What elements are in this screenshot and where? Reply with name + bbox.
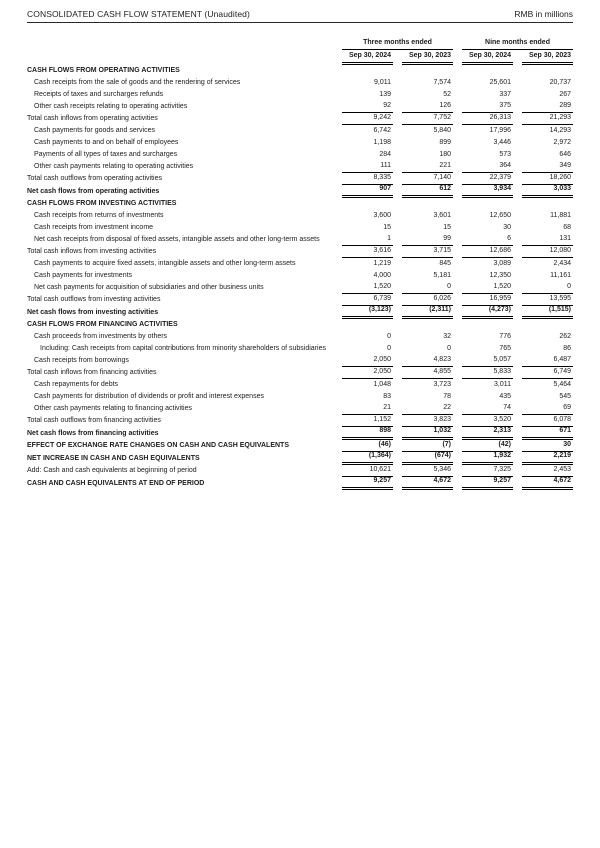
row-label: Net cash flows from investing activities [27, 309, 159, 316]
cell-value: 21,293 [522, 114, 573, 125]
document-header [27, 9, 573, 23]
cell-value: 11,161 [550, 272, 572, 279]
cell-value: 1,048 [373, 381, 391, 388]
table-row [27, 452, 573, 465]
row-label: Net cash flows from financing activities [27, 430, 159, 437]
table-row [27, 294, 573, 306]
section-header: CASH FLOWS FROM FINANCING ACTIVITIES [27, 321, 178, 328]
row-label: Total cash outflows from financing activities [27, 417, 161, 424]
cell-value: 1,520 [342, 283, 393, 294]
cell-value: 92 [342, 102, 393, 113]
cell-value: 2,453 [522, 466, 573, 477]
cell-value: 30 [503, 224, 511, 231]
cell-value: 7,752 [402, 114, 453, 125]
cell-value: 18,260 [522, 174, 573, 185]
cell-value: 22,379 [462, 174, 513, 185]
cell-value: 180 [439, 151, 451, 158]
cell-value: 4,823 [402, 356, 453, 367]
cell-value: 1 [342, 235, 393, 246]
column-header-date: Sep 30, 2024 [462, 50, 513, 65]
table-row [27, 367, 573, 379]
row-label: Cash repayments for debts [34, 381, 119, 388]
table-row [27, 210, 573, 222]
table-row [27, 306, 573, 319]
row-label: Total cash inflows from operating activities [27, 115, 158, 122]
cell-value: 3,823 [402, 416, 453, 427]
cell-value: 375 [462, 102, 513, 113]
row-label: Cash payments to and on behalf of employees [34, 139, 179, 146]
table-row [27, 65, 573, 77]
cell-value: 6,739 [342, 295, 393, 306]
cell-value: 1,219 [373, 260, 391, 267]
cell-value: 221 [402, 162, 453, 173]
cell-value: (674) [402, 452, 453, 465]
table-row [27, 391, 573, 403]
cell-value: 14,293 [549, 127, 572, 134]
cell-value: 349 [522, 162, 573, 173]
table-row [27, 77, 573, 89]
cell-value: 6,078 [522, 416, 573, 427]
statement-body [27, 65, 573, 490]
cell-value: 2,219 [522, 452, 573, 465]
cell-value: 9,257 [342, 477, 393, 490]
cell-value: 3,446 [493, 139, 511, 146]
row-label: Cash payments for distribution of dividends or profit and interest expenses [34, 393, 264, 400]
cell-value: 612 [402, 185, 453, 198]
table-row [27, 282, 573, 294]
cell-value: 671 [522, 427, 573, 440]
row-label: Total cash outflows from investing activities [27, 296, 161, 303]
cell-value: 9,011 [374, 79, 391, 86]
row-label: Add: Cash and cash equivalents at beginning of period [27, 467, 197, 474]
row-label: Cash receipts from returns of investments [34, 212, 164, 219]
cell-value: 7,574 [433, 79, 451, 86]
cell-value: 9,242 [342, 114, 393, 125]
cell-value: 2,050 [342, 356, 393, 367]
cell-value: 765 [499, 345, 511, 352]
cell-value: 2,313 [462, 427, 513, 440]
cell-value: 0 [522, 283, 573, 294]
cell-value: 899 [439, 139, 451, 146]
cell-value: 3,033 [522, 185, 573, 198]
cell-value: 0 [402, 283, 453, 294]
cell-value: 126 [402, 102, 453, 113]
cell-value: (46) [342, 441, 393, 452]
row-label: Cash receipts from borrowings [34, 357, 129, 364]
cell-value: (3,123) [342, 306, 393, 319]
cell-value: 2,050 [342, 368, 393, 379]
cell-value: 3,715 [402, 247, 453, 258]
cell-value: 1,032 [402, 427, 453, 440]
table-row [27, 125, 573, 137]
table-row [27, 270, 573, 282]
cell-value: 3,011 [494, 381, 511, 388]
table-row [27, 379, 573, 391]
row-label: Receipts of taxes and surcharges refunds [34, 91, 164, 98]
row-label: CASH AND CASH EQUIVALENTS AT END OF PERIOD [27, 480, 205, 487]
currency-unit-label: RMB in millions [514, 9, 573, 19]
table-row [27, 477, 573, 490]
cell-value: 86 [563, 345, 572, 352]
cell-value: 4,672 [522, 477, 573, 490]
cell-value: 69 [522, 404, 573, 415]
table-row [27, 113, 573, 125]
column-group-nine-months: Nine months ended [462, 39, 573, 50]
row-label: Other cash payments relating to financing activities [34, 405, 192, 412]
cell-value: 337 [499, 91, 511, 98]
table-row [27, 149, 573, 161]
cell-value: 21 [342, 404, 393, 415]
cell-value: 0 [387, 345, 391, 352]
column-group-three-months: Three months ended [342, 39, 453, 50]
cell-value: (7) [402, 441, 453, 452]
cell-value: 17,996 [489, 127, 511, 134]
cell-value: 5,346 [402, 466, 453, 477]
row-label: Total cash inflows from investing activities [27, 248, 157, 255]
cell-value: 13,595 [522, 295, 573, 306]
cell-value: 99 [402, 235, 453, 246]
cell-value: 12,080 [522, 247, 573, 258]
column-header-date: Sep 30, 2023 [402, 50, 453, 65]
cell-value: (4,273) [462, 306, 513, 319]
cell-value: 3,520 [462, 416, 513, 427]
cell-value: 898 [342, 427, 393, 440]
cell-value: 111 [342, 162, 393, 173]
cell-value: 78 [443, 393, 451, 400]
table-row [27, 222, 573, 234]
row-label: Net cash payments for acquisition of subsidiaries and other business units [34, 284, 264, 291]
cell-value: 3,934 [462, 185, 513, 198]
cell-value: 1,198 [373, 139, 391, 146]
cell-value: 2,434 [553, 260, 572, 267]
table-row [27, 89, 573, 101]
table-row [27, 137, 573, 149]
cell-value: 139 [379, 91, 391, 98]
cell-value: 3,723 [433, 381, 451, 388]
cell-value: 435 [499, 393, 511, 400]
cell-value: 25,601 [489, 79, 511, 86]
cell-value: 4,000 [373, 272, 391, 279]
cell-value: 5,840 [433, 127, 451, 134]
row-label: Cash proceeds from investments by others [34, 333, 168, 340]
column-header-date: Sep 30, 2024 [342, 50, 393, 65]
cell-value: 6,742 [373, 127, 391, 134]
cell-value: 3,601 [433, 212, 451, 219]
cell-value: 284 [379, 151, 391, 158]
cell-value: 8,335 [342, 174, 393, 185]
table-row [27, 319, 573, 331]
cell-value: 907 [342, 185, 393, 198]
cell-value: 545 [559, 393, 572, 400]
row-label: Cash payments for investments [34, 272, 133, 279]
cell-value: 4,672 [402, 477, 453, 490]
cell-value: 776 [499, 333, 511, 340]
cell-value: 52 [443, 91, 451, 98]
table-row [27, 185, 573, 198]
cell-value: (42) [462, 441, 513, 452]
row-label: Net cash receipts from disposal of fixed assets, intangible assets and other long-term assets [34, 236, 320, 243]
row-label: Including: Cash receipts from capital contributions from minority shareholders of subsidiaries [40, 345, 326, 352]
cell-value: 74 [462, 404, 513, 415]
cell-value: 22 [402, 404, 453, 415]
table-row [27, 440, 573, 452]
row-label: Net cash flows from operating activities [27, 188, 160, 195]
cell-value: 3,089 [493, 260, 511, 267]
column-group-row [27, 38, 573, 50]
cell-value: 20,737 [549, 79, 572, 86]
cell-value: 0 [387, 333, 391, 340]
table-row [27, 246, 573, 258]
cell-value: (1,364) [342, 452, 393, 465]
row-label: Payments of all types of taxes and surcharges [34, 151, 178, 158]
cell-value: 11,881 [550, 212, 572, 219]
page-title: CONSOLIDATED CASH FLOW STATEMENT (Unaudited) [27, 9, 250, 19]
table-row [27, 161, 573, 173]
cell-value: (1,515) [522, 306, 573, 319]
cell-value: 646 [559, 151, 572, 158]
table-row [27, 331, 573, 343]
cell-value: 6,026 [402, 295, 453, 306]
row-label: Total cash inflows from financing activities [27, 369, 157, 376]
cell-value: 262 [559, 333, 572, 340]
cell-value: 3,600 [373, 212, 391, 219]
cell-value: 845 [439, 260, 451, 267]
cell-value: 6,487 [522, 356, 573, 367]
cash-flow-table [27, 38, 573, 490]
cell-value: 68 [563, 224, 572, 231]
cell-value: 1,520 [462, 283, 513, 294]
table-row [27, 403, 573, 415]
table-row [27, 234, 573, 246]
table-row [27, 101, 573, 113]
cell-value: 5,464 [553, 381, 572, 388]
row-label: Cash receipts from investment income [34, 224, 154, 231]
table-row [27, 343, 573, 355]
cell-value: 9,257 [462, 477, 513, 490]
column-header-date: Sep 30, 2023 [522, 50, 573, 65]
cell-value: 5,057 [462, 356, 513, 367]
cell-value: 6,749 [522, 368, 573, 379]
cell-value: 15 [443, 224, 451, 231]
cell-value: 32 [443, 333, 451, 340]
table-row [27, 415, 573, 427]
cell-value: 7,140 [402, 174, 453, 185]
cell-value: 2,972 [553, 139, 572, 146]
cell-value: 15 [383, 224, 391, 231]
table-row [27, 173, 573, 185]
table-row [27, 198, 573, 210]
cell-value: 4,855 [402, 368, 453, 379]
column-header-row [27, 50, 573, 65]
cell-value: 0 [447, 345, 451, 352]
cell-value: 289 [522, 102, 573, 113]
cell-value: 131 [522, 235, 573, 246]
cell-value: 83 [383, 393, 391, 400]
cell-value: 573 [499, 151, 511, 158]
row-label: Other cash payments relating to operating activities [34, 163, 194, 170]
cell-value: 267 [559, 91, 572, 98]
cell-value: 10,621 [342, 466, 393, 477]
table-row [27, 258, 573, 270]
cell-value: 5,181 [433, 272, 451, 279]
cell-value: 30 [522, 441, 573, 452]
cell-value: 3,616 [342, 247, 393, 258]
row-label: Other cash receipts relating to operating activities [34, 103, 188, 110]
cell-value: 26,313 [462, 114, 513, 125]
cell-value: 364 [462, 162, 513, 173]
table-row [27, 355, 573, 367]
row-label: Cash receipts from the sale of goods and the rendering of services [34, 79, 241, 86]
table-row [27, 427, 573, 440]
cell-value: 6 [462, 235, 513, 246]
section-header: CASH FLOWS FROM INVESTING ACTIVITIES [27, 200, 177, 207]
table-header [27, 38, 573, 65]
cell-value: 12,650 [489, 212, 511, 219]
row-label: Total cash outflows from operating activities [27, 175, 163, 182]
row-label: NET INCREASE IN CASH AND CASH EQUIVALENTS [27, 455, 200, 462]
row-label: EFFECT OF EXCHANGE RATE CHANGES ON CASH AND CASH EQUIVALENTS [27, 442, 289, 449]
cell-value: (2,311) [402, 306, 453, 319]
table-row [27, 465, 573, 477]
cell-value: 5,833 [462, 368, 513, 379]
cell-value: 12,686 [462, 247, 513, 258]
cell-value: 16,959 [462, 295, 513, 306]
cell-value: 7,325 [462, 466, 513, 477]
section-header: CASH FLOWS FROM OPERATING ACTIVITIES [27, 67, 180, 74]
row-label: Cash payments for goods and services [34, 127, 156, 134]
cell-value: 1,152 [342, 416, 393, 427]
row-label: Cash payments to acquire fixed assets, intangible assets and other long-term assets [34, 260, 296, 267]
cell-value: 12,350 [489, 272, 511, 279]
cell-value: 1,932 [462, 452, 513, 465]
